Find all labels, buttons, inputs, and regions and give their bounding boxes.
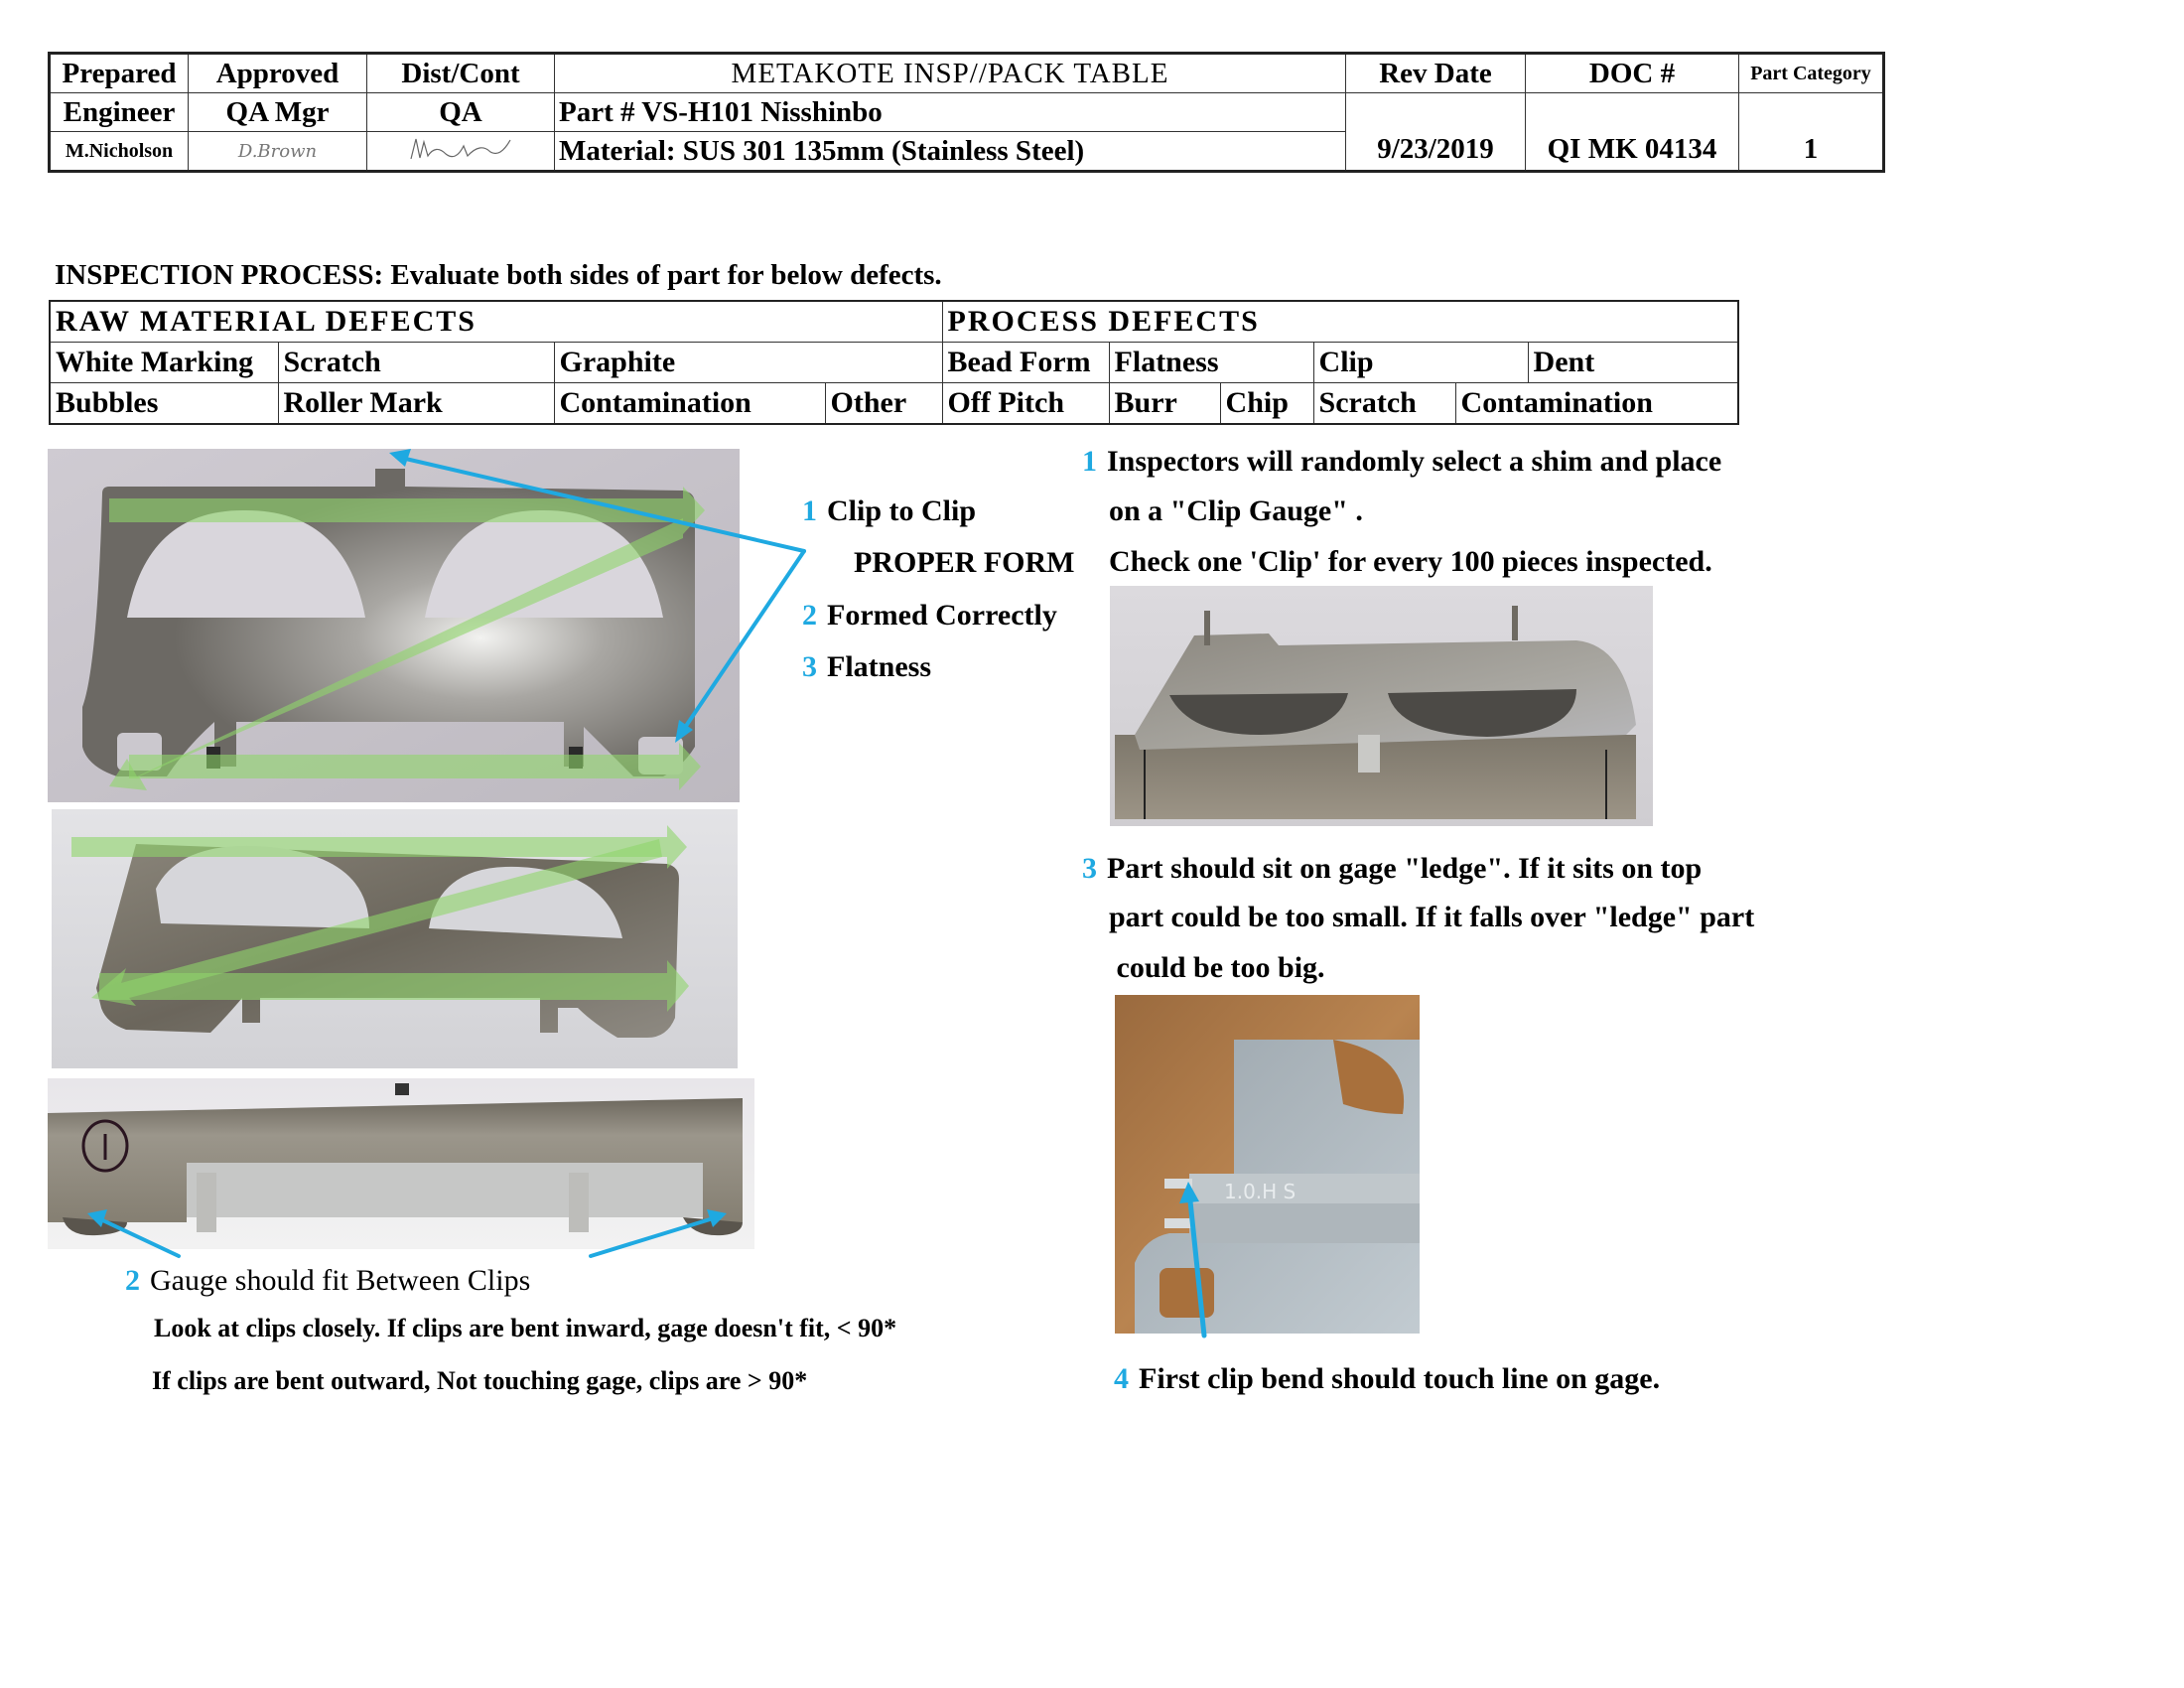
proper-form-item-1: 1 Clip to Clip	[802, 494, 977, 527]
photo-clip-bend-line	[1115, 995, 1420, 1334]
defect-roller-mark: Roller Mark	[278, 383, 554, 425]
preparer-name: M.Nicholson	[50, 132, 189, 172]
header-rev-date: Rev Date	[1346, 54, 1526, 93]
header-doc-number: DOC #	[1526, 54, 1739, 93]
proper-form-heading: PROPER FORM	[854, 546, 1075, 579]
raw-material-defects-title: RAW MATERIAL DEFECTS	[50, 301, 942, 343]
photo-clip-gauge	[1110, 586, 1653, 826]
photo-shim-flatness-angled	[52, 809, 738, 1068]
part-category-value: 1	[1739, 93, 1884, 172]
defect-bead-form: Bead Form	[942, 343, 1109, 383]
header-table	[48, 52, 1885, 173]
step3-line1: 3 Part should sit on gage "ledge". If it sits on top	[1082, 852, 1703, 885]
header-prepared: Prepared	[50, 54, 189, 93]
defect-scratch: Scratch	[278, 343, 554, 383]
step4-text: 4 First clip bend should touch line on gage.	[1114, 1362, 1661, 1395]
step3-line2: part could be too small. If it falls over "ledge" part	[1109, 901, 1755, 933]
photo-shim-flatness-top	[48, 449, 740, 802]
document-title: METAKOTE INSP//PACK TABLE	[555, 54, 1346, 93]
defect-clip: Clip	[1313, 343, 1528, 383]
step3-line3: could be too big.	[1109, 951, 1325, 984]
role-engineer: Engineer	[50, 93, 189, 132]
proper-form-item-2: 2 Formed Correctly	[802, 599, 1057, 632]
approver-signature	[189, 132, 367, 172]
step2-note-outward: If clips are bent outward, Not touching gage, clips are > 90*	[152, 1366, 808, 1395]
defect-bubbles: Bubbles	[50, 383, 278, 425]
step2-title: 2 Gauge should fit Between Clips	[125, 1264, 531, 1297]
signature-scribble-icon	[406, 134, 515, 164]
gage-engraving: 1.0.H S	[1224, 1180, 1297, 1203]
photo-gauge-between-clips	[48, 1078, 754, 1249]
defect-white-marking: White Marking	[50, 343, 278, 383]
defect-other: Other	[825, 383, 942, 425]
inspection-process-instruction: INSPECTION PROCESS: Evaluate both sides of part for below defects.	[55, 259, 942, 291]
defect-dent: Dent	[1528, 343, 1738, 383]
defect-flatness: Flatness	[1109, 343, 1313, 383]
part-number: Part # VS-H101 Nisshinbo	[555, 93, 1346, 132]
material: Material: SUS 301 135mm (Stainless Steel)	[555, 132, 1346, 172]
defect-contamination-raw: Contamination	[554, 383, 825, 425]
defect-graphite: Graphite	[554, 343, 942, 383]
proper-form-item-3: 3 Flatness	[802, 650, 931, 683]
step2-note-inward: Look at clips closely. If clips are bent inward, gage doesn't fit, < 90*	[154, 1314, 897, 1342]
step1-line1: 1 Inspectors will randomly select a shim and place	[1082, 445, 1722, 478]
role-qa-mgr: QA Mgr	[189, 93, 367, 132]
step1-line2: on a "Clip Gauge" .	[1109, 494, 1363, 527]
step1-line3: Check one 'Clip' for every 100 pieces inspected.	[1109, 545, 1712, 578]
process-defects-title: PROCESS DEFECTS	[942, 301, 1738, 343]
approver-signature-text: D.Brown	[237, 140, 318, 162]
role-qa: QA	[367, 93, 555, 132]
doc-number-value: QI MK 04134	[1526, 93, 1739, 172]
defect-off-pitch: Off Pitch	[942, 383, 1109, 425]
defect-chip: Chip	[1220, 383, 1313, 425]
dist-signature	[367, 132, 555, 172]
defect-scratch-process: Scratch	[1313, 383, 1455, 425]
defect-contamination-process: Contamination	[1455, 383, 1738, 425]
defect-burr: Burr	[1109, 383, 1220, 425]
header-approved: Approved	[189, 54, 367, 93]
header-part-category: Part Category	[1739, 54, 1884, 93]
header-dist-cont: Dist/Cont	[367, 54, 555, 93]
defects-table	[49, 300, 1739, 425]
rev-date-value: 9/23/2019	[1346, 93, 1526, 172]
